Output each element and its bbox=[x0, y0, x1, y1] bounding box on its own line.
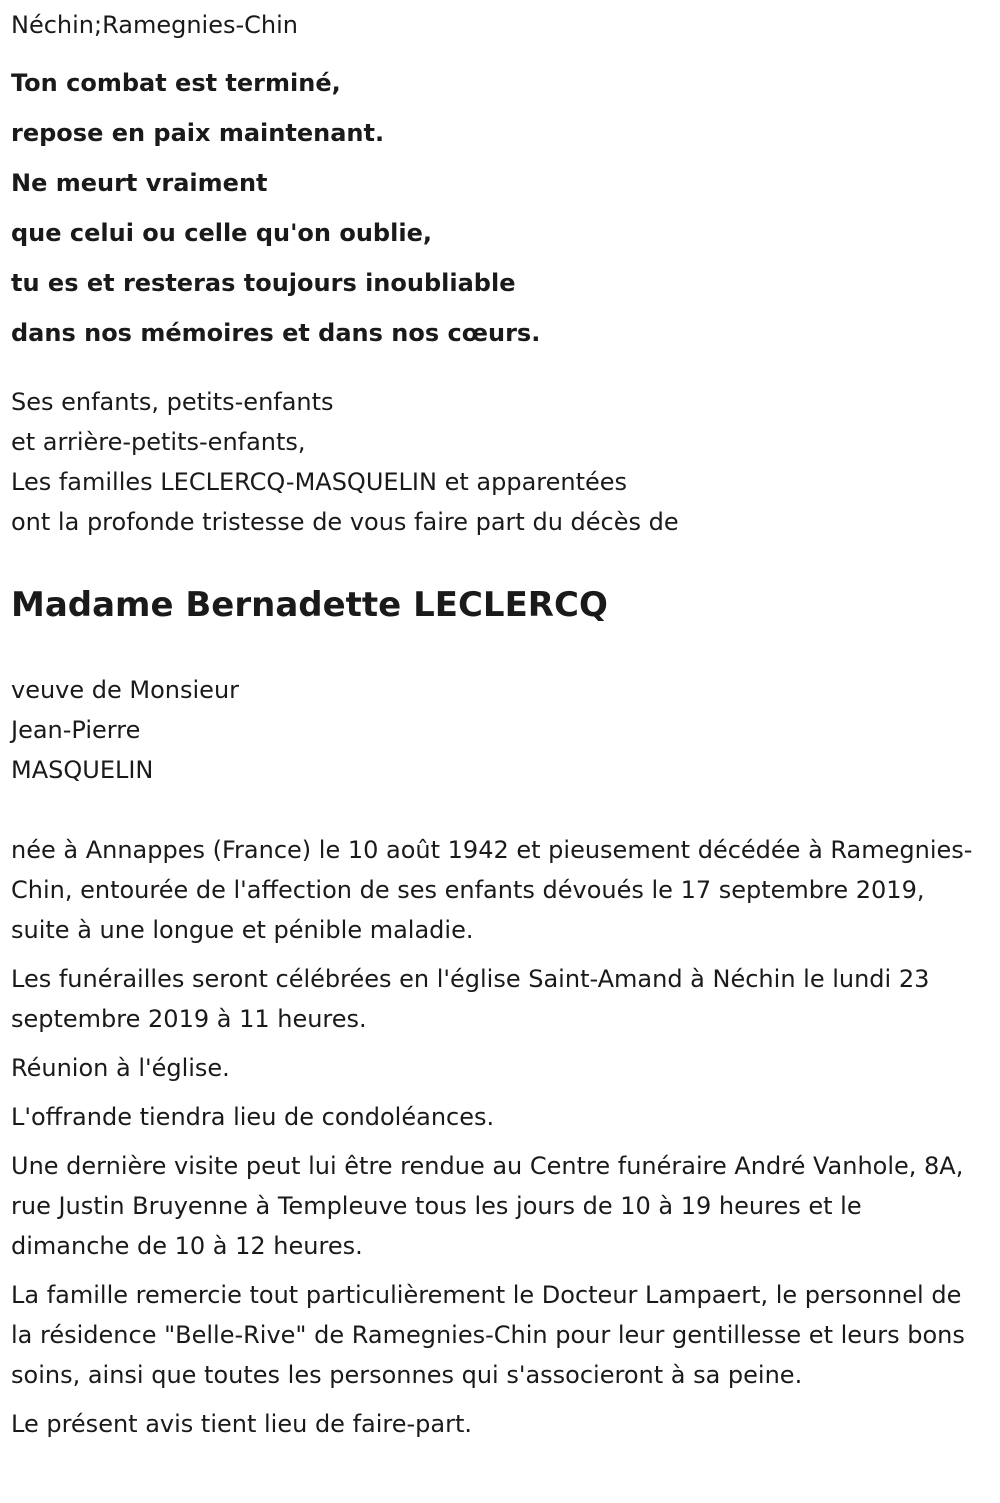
deceased-name: Madame Bernadette LECLERCQ bbox=[11, 585, 608, 625]
widow-line: veuve de Monsieur bbox=[11, 676, 240, 704]
offering-paragraph: L'offrande tiendra lieu de condoléances. bbox=[11, 1103, 495, 1131]
announcement-line: Ses enfants, petits-enfants bbox=[11, 388, 334, 416]
notice-paragraph: Le présent avis tient lieu de faire-part. bbox=[11, 1410, 473, 1438]
widow-of bbox=[11, 670, 239, 790]
announcement-line: et arrière-petits-enfants, bbox=[11, 428, 306, 456]
announcement-line: ont la profonde tristesse de vous faire part du décès de bbox=[11, 508, 679, 536]
notice-body bbox=[11, 830, 986, 1453]
poem-line: Ne meurt vraiment bbox=[11, 169, 268, 197]
poem-line: Ton combat est terminé, bbox=[11, 69, 341, 97]
birth-death-paragraph: née à Annappes (France) le 10 août 1942 et pieusement décédée à Ramegnies-Chin, entourée de l'affection de ses enfants dévoués le 17 septembre 2019, suite à une longue et pénible maladie. bbox=[11, 836, 973, 944]
widow-line: MASQUELIN bbox=[11, 756, 154, 784]
meeting-paragraph: Réunion à l'église. bbox=[11, 1054, 230, 1082]
funeral-paragraph: Les funérailles seront célébrées en l'église Saint-Amand à Néchin le lundi 23 septembre 2019 à 11 heures. bbox=[11, 965, 930, 1033]
visit-paragraph: Une dernière visite peut lui être rendue au Centre funéraire André Vanhole, 8A, rue Justin Bruyenne à Templeuve tous les jours de 10 à 19 heures et le dimanche de 10 à 12 heures. bbox=[11, 1152, 964, 1260]
thanks-paragraph: La famille remercie tout particulièrement le Docteur Lampaert, le personnel de la résidence "Belle-Rive" de Ramegnies-Chin pour leur gentillesse et leurs bons soins, ainsi que toutes les personnes qui s'associeront à sa peine. bbox=[11, 1281, 965, 1389]
poem bbox=[11, 58, 540, 358]
widow-line: Jean-Pierre bbox=[11, 716, 141, 744]
poem-line: repose en paix maintenant. bbox=[11, 119, 385, 147]
poem-line: que celui ou celle qu'on oublie, bbox=[11, 219, 432, 247]
family-announcement bbox=[11, 382, 679, 542]
poem-line: dans nos mémoires et dans nos cœurs. bbox=[11, 319, 541, 347]
location-header: Néchin;Ramegnies-Chin bbox=[11, 11, 298, 39]
poem-line: tu es et resteras toujours inoubliable bbox=[11, 269, 516, 297]
announcement-line: Les familles LECLERCQ-MASQUELIN et apparentées bbox=[11, 468, 628, 496]
